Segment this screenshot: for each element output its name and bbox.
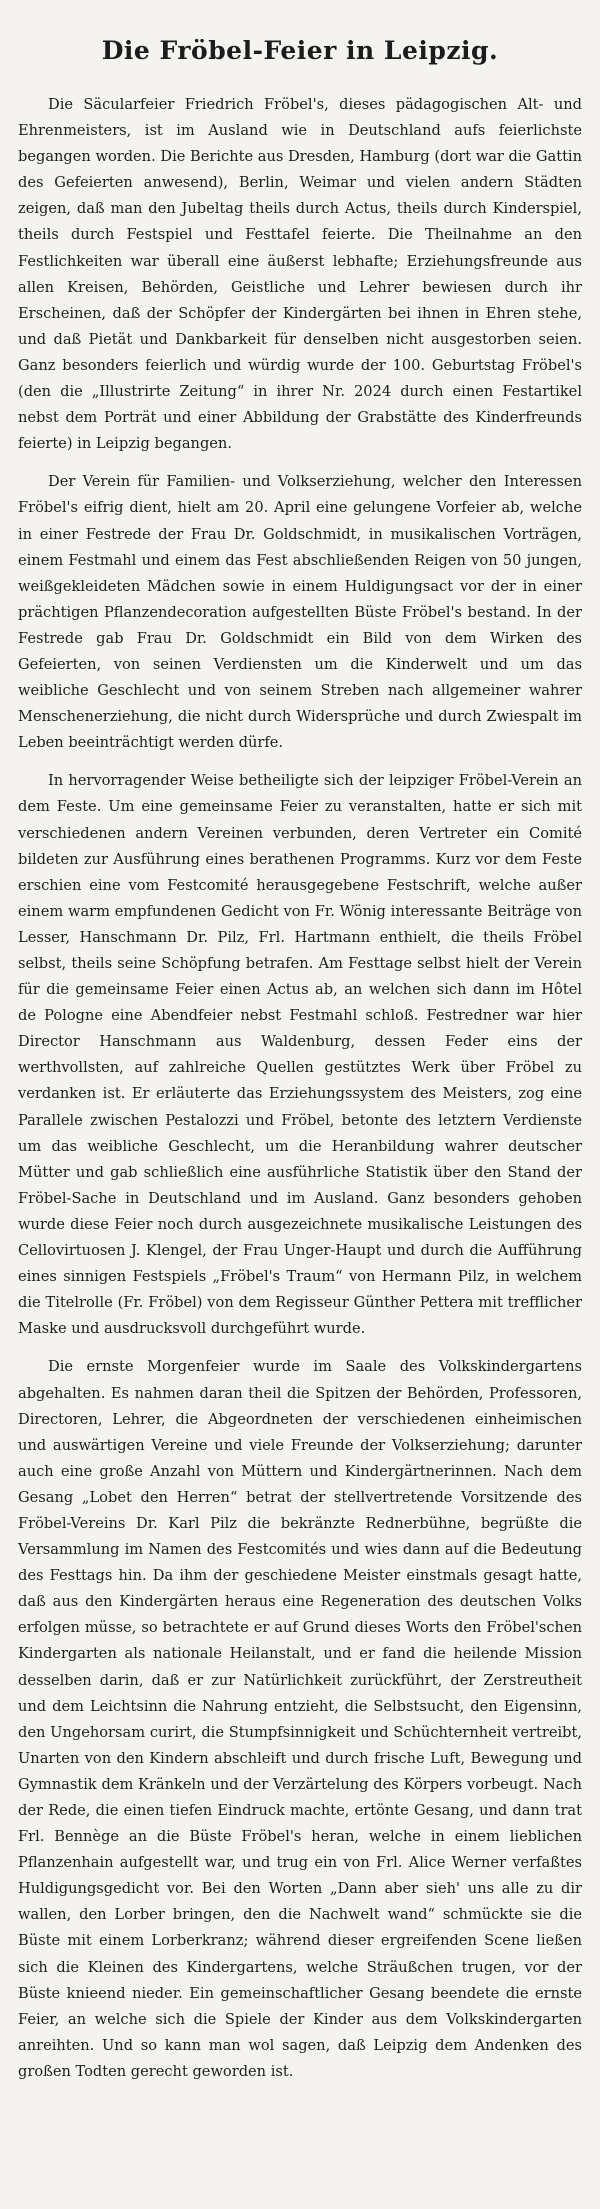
article-paragraph-3: In hervorragender Weise betheiligte sich der leipziger Fröbel-Verein an dem Feste. Um eine gemeinsame Feier zu veranstalten, hatte er sich mit verschiedenen andern Vereinen verbunden, deren Vertreter ein Comité bildeten zur Ausführung eines berathenen Programms. Kurz vor dem Feste erschien eine vom Festcomité herausgegebene Festschrift, welche außer einem warm empfundenen Gedicht von Fr. Wönig interessante Beiträge von Lesser, Hanschmann Dr. Pilz, Frl. Hartmann enthielt, die theils Fröbel selbst, theils seine Schöpfung betrafen. Am Festtage selbst hielt der Verein für die gemeinsame Feier einen Actus ab, an welchen sich dann im Hôtel de Pologne eine Abendfeier nebst Festmahl schloß. Festredner war hier Director Hanschmann aus Waldenburg, dessen Feder eins der werthvollsten, auf zahlreiche Quellen gestütztes Werk über Fröbel zu verdanken ist. Er erläuterte das Erziehungssystem des Meisters, zog eine Parallele zwischen Pestalozzi und Fröbel, betonte des letztern Verdienste um das weibliche Geschlecht, um die Heranbildung wahrer deutscher Mütter und gab schließlich eine ausführliche Statistik über den Stand der Fröbel-Sache in Deutschland und im Ausland. Ganz besonders gehoben wurde diese Feier noch durch ausgezeichnete musikalische Leistungen des Cellovirtuosen J. Klengel, der Frau Unger-Haupt und durch die Aufführung eines sinnigen Festspiels „Fröbel's Traum“ von Hermann Pilz, in welchem die Titelrolle (Fr. Fröbel) von dem Regisseur Günther Pettera mit trefflicher Maske und ausdrucksvoll durchgeführt wurde. xyxy=(18,772,582,1338)
article-paragraph-4: Die ernste Morgenfeier wurde im Saale des Volkskindergartens abgehalten. Es nahmen daran theil die Spitzen der Behörden, Professoren, Directoren, Lehrer, die Abgeordneten der verschiedenen einheimischen und auswärtigen Vereine und viele Freunde der Volkserziehung; darunter auch eine große Anzahl von Müttern und Kindergärtnerinnen. Nach dem Gesang „Lobet den Herren“ betrat der stellvertretende Vorsitzende des Fröbel-Vereins Dr. Karl Pilz die bekränzte Rednerbühne, begrüßte die Versammlung im Namen des Festcomités und wies dann auf die Bedeutung des Festtags hin. Da ihm der geschiedene Meister einstmals gesagt hatte, daß aus den Kindergärten heraus eine Regeneration des deutschen Volks erfolgen müsse, so betrachtete er auf Grund dieses Worts den Fröbel'schen Kindergarten als nationale Heilanstalt, und er fand die heilende Mission desselben darin, daß er zur Natürlichkeit zurückführt, der Zerstreutheit und dem Leichtsinn die Nahrung entzieht, die Selbstsucht, den Eigensinn, den Ungehorsam curirt, die Stumpfsinnigkeit und Schüchternheit vertreibt, Unarten von den Kindern abschleift und durch frische Luft, Bewegung und Gymnastik dem Kränkeln und der Verzärtelung des Körpers vorbeugt. Nach der Rede, die einen tiefen Eindruck machte, ertönte Gesang, und dann trat Frl. Bennège an die Büste Fröbel's heran, welche in einem lieblichen Pflanzenhain aufgestellt war, und trug ein von Frl. Alice Werner verfaßtes Huldigungsgedicht vor. Bei den Worten „Dann aber sieh' uns alle zu dir wallen, den Lorber bringen, den die Nachwelt wand“ schmückte sie die Büste mit einem Lorberkranz; während dieser ergreifenden Scene ließen sich die Kleinen des Kindergartens, welche Sträußchen trugen, vor der Büste knieend nieder. Ein gemeinschaftlicher Gesang beendete die ernste Feier, an welche sich die Spiele der Kinder aus dem Volkskindergarten anreihten. Und so kann man wol sagen, daß Leipzig dem Andenken des großen Todten gerecht geworden ist. xyxy=(18,1358,582,2080)
article-paragraph-2: Der Verein für Familien- und Volkserziehung, welcher den Interessen Fröbel's eifrig dient, hielt am 20. April eine gelungene Vorfeier ab, welche in einer Festrede der Frau Dr. Goldschmidt, in musikalischen Vorträgen, einem Festmahl und einem das Fest abschließenden Reigen von 50 jungen, weißgekleideten Mädchen sowie in einem Huldigungsact vor der in einer prächtigen Pflanzendecoration aufgestellten Büste Fröbel's bestand. In der Festrede gab Frau Dr. Goldschmidt ein Bild von dem Wirken des Gefeierten, von seinen Verdiensten um die Kinderwelt und um das weibliche Geschlecht und von seinem Streben nach allgemeiner wahrer Menschenerziehung, die nicht durch Widersprüche und durch Zwiespalt im Leben beeinträchtigt werden dürfe. xyxy=(18,473,582,752)
article-title: Die Fröbel-Feier in Leipzig. xyxy=(101,36,499,65)
article-paragraph-1: Die Säcularfeier Friedrich Fröbel's, dieses pädagogischen Alt- und Ehrenmeisters, ist im Ausland wie in Deutschland aufs feierlichste begangen worden. Die Berichte aus Dresden, Hamburg (dort war die Gattin des Gefeierten anwesend), Berlin, Weimar und vielen andern Städten zeigen, daß man den Jubeltag theils durch Actus, theils durch Kinderspiel, theils durch Festspiel und Festtafel feierte. Die Theilnahme an den Festlichkeiten war überall eine äußerst lebhafte; Erziehungsfreunde aus allen Kreisen, Behörden, Geistliche und Lehrer bewiesen durch ihr Erscheinen, daß der Schöpfer der Kindergärten bei ihnen in Ehren stehe, und daß Pietät und Dankbarkeit für denselben nicht ausgestorben seien. Ganz besonders feierlich und würdig wurde der 100. Geburtstag Fröbel's (den die „Illustrirte Zeitung“ in ihrer Nr. 2024 durch einen Festartikel nebst dem Porträt und einer Abbildung der Grabstätte des Kinderfreunds feierte) in Leipzig begangen. xyxy=(18,96,582,453)
article-body xyxy=(18,92,582,2085)
